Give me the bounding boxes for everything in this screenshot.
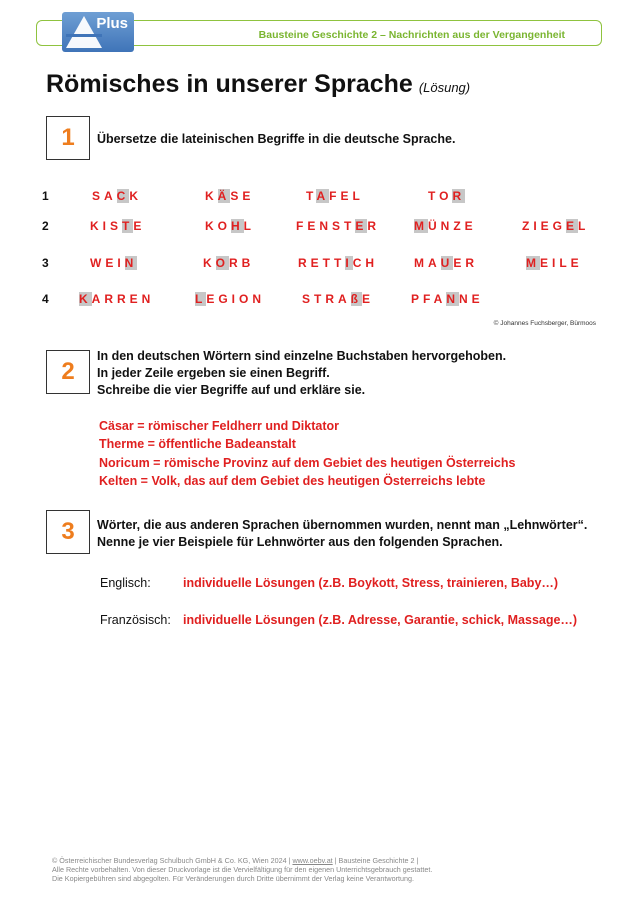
task-2-answer: Cäsar = römischer Feldherr und Diktator (99, 419, 340, 433)
task-3-line: Nenne je vier Beispiele für Lehnwörter aus den folgenden Sprachen. (97, 535, 503, 549)
translated-word: MEILE (526, 256, 583, 270)
task-1-number: 1 (46, 116, 90, 160)
footer-line-3: Die Kopiergebühren sind abgegolten. Für Veränderungen durch Dritte übernimmt der Verlag keine Verantwortung. (52, 874, 414, 883)
logo-text: Plus (96, 15, 128, 32)
highlighted-letter: U (440, 256, 454, 270)
language-answer-english: individuelle Lösungen (z.B. Boykott, Stress, trainieren, Baby…) (183, 576, 559, 590)
task-1-instruction: Übersetze die lateinischen Begriffe in die deutsche Sprache. (97, 132, 456, 146)
highlighted-letter: A (316, 189, 330, 203)
highlighted-letter: N (446, 292, 460, 306)
series-title: Bausteine Geschichte 2 – Nachrichten aus der Vergangenheit (258, 29, 565, 41)
translated-word: PFANNE (411, 292, 484, 306)
translated-word: RETTICH (298, 256, 379, 270)
highlighted-letter: R (452, 189, 466, 203)
translated-word: MÜNZE (414, 219, 477, 233)
highlighted-letter: M (526, 256, 540, 270)
highlighted-letter: H (231, 219, 244, 233)
translated-word: KARREN (79, 292, 155, 306)
footer-line-2: Alle Rechte vorbehalten. Von dieser Druckvorlage ist die Vervielfältigung für den eigenen Unterrichtsgebrauch gestattet. (52, 865, 433, 874)
task-2-number: 2 (46, 350, 90, 394)
task-2-line: In den deutschen Wörtern sind einzelne Buchstaben hervorgehoben. (97, 349, 507, 363)
highlighted-letter: L (195, 292, 207, 306)
footer-link[interactable]: www.oebv.at (292, 856, 333, 865)
task-3-number: 3 (46, 510, 90, 554)
translated-word: KOHL (205, 219, 256, 233)
row-number: 1 (42, 189, 49, 203)
language-label-french: Französisch: (100, 613, 171, 627)
translated-word: STRAßE (302, 292, 375, 306)
footer (52, 856, 432, 883)
translated-word: TOR (428, 189, 466, 203)
highlighted-letter: E (566, 219, 579, 233)
translated-word: KORB (203, 256, 255, 270)
row-number: 4 (42, 292, 49, 306)
task-3-line: Wörter, die aus anderen Sprachen übernommen wurden, nennt man „Lehnwörter“. (97, 518, 588, 532)
translated-word: FENSTER (296, 219, 381, 233)
highlighted-letter: I (345, 256, 353, 270)
plus-logo (62, 12, 134, 52)
translated-word: ZIEGEL (522, 219, 590, 233)
translated-word: MAUER (414, 256, 479, 270)
translated-word: SACK (92, 189, 143, 203)
task-2-instruction (97, 348, 506, 399)
highlighted-letter: C (116, 189, 130, 203)
translated-word: WEIN (90, 256, 138, 270)
language-label-english: Englisch: (100, 576, 151, 590)
task-2-answer: Kelten = Volk, das auf dem Gebiet des heutigen Österreichs lebte (99, 474, 486, 488)
translated-word: KISTE (90, 219, 146, 233)
translated-word: LEGION (195, 292, 266, 306)
row-number: 3 (42, 256, 49, 270)
task-2-line: In jeder Zeile ergeben sie einen Begriff. (97, 366, 330, 380)
page-title-note: (Lösung) (418, 80, 471, 95)
highlighted-letter: O (215, 256, 230, 270)
page-title-main: Römisches in unserer Sprache (46, 70, 413, 98)
highlighted-letter: N (124, 256, 138, 270)
task-2-line: Schreibe die vier Begriffe auf und erkläre sie. (97, 383, 366, 397)
footer-line-1: © Österreichischer Bundesverlag Schulbuch GmbH & Co. KG, Wien 2024 | www.oebv.at | Bausteine Geschichte 2 | (52, 856, 419, 865)
highlighted-letter: K (79, 292, 92, 306)
highlighted-letter: T (122, 219, 134, 233)
highlighted-letter: ß (350, 292, 363, 306)
task-2-answer: Therme = öffentliche Badeanstalt (99, 437, 296, 451)
highlighted-letter: E (355, 219, 368, 233)
highlighted-letter: M (414, 219, 428, 233)
row-number: 2 (42, 219, 49, 233)
highlighted-letter: Ä (217, 189, 231, 203)
image-copyright: © Johannes Fuchsberger, Bürmoos (493, 320, 596, 327)
language-answer-french: individuelle Lösungen (z.B. Adresse, Garantie, schick, Massage…) (183, 613, 578, 627)
page-title (46, 70, 470, 99)
task-2-answer: Noricum = römische Provinz auf dem Gebiet des heutigen Österreichs (99, 456, 516, 470)
task-3-instruction (97, 517, 587, 551)
translated-word: KÄSE (205, 189, 255, 203)
translated-word: TAFEL (306, 189, 364, 203)
